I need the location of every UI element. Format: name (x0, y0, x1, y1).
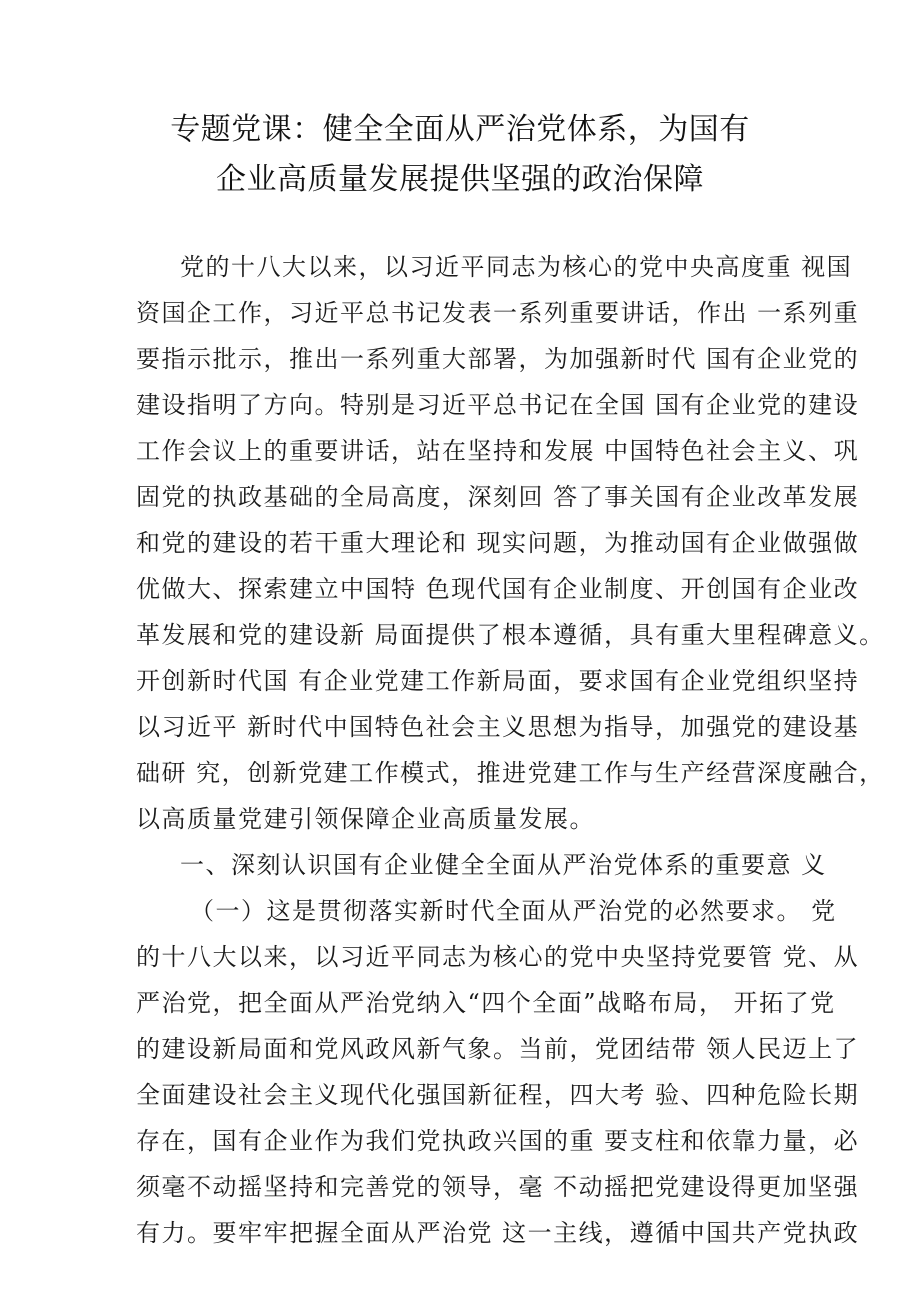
text-line: 须毫不动摇坚持和完善党的领导，毫 不动摇把党建设得更加坚强 (136, 1173, 860, 1201)
text-line: 建设指明了方向。特别是习近平总书记在全国 国有企业党的建设 (136, 391, 860, 419)
text-line: 以高质量党建引领保障企业高质量发展。 (136, 805, 595, 833)
text-line: 的建设新局面和党风政风新气象。当前，党团结带 领人民迈上了 (136, 1035, 860, 1063)
text-line: 开创新时代国 有企业党建工作新局面，要求国有企业党组织坚持 (136, 667, 860, 695)
title-line-1: 专题党课：健全全面从严治党体系，为国有 (170, 112, 750, 147)
text-line: 要指示批示，推出一系列重大部署，为加强新时代 国有企业党的 (136, 345, 860, 373)
text-line: 础研 究，创新党建工作模式，推进党建工作与生产经营深度融合， (136, 759, 885, 787)
section-heading: 一、深刻认识国有企业健全全面从严治党体系的重要意 义 (180, 851, 827, 879)
text-line: 存在，国有企业作为我们党执政兴国的重 要支柱和依靠力量，必 (136, 1127, 860, 1155)
text-line: 全面建设社会主义现代化强国新征程，四大考 验、四种危险长期 (136, 1081, 860, 1109)
text-line: 革发展和党的建设新 局面提供了根本遵循，具有重大里程碑意义。 (136, 621, 885, 649)
text-line: （一）这是贯彻落实新时代全面从严治党的必然要求。 党 (190, 897, 837, 925)
text-line: 有力。要牢牢把握全面从严治党 这一主线，遵循中国共产党执政 (136, 1219, 860, 1247)
text-line: 固党的执政基础的全局高度，深刻回 答了事关国有企业改革发展 (136, 483, 860, 511)
title-line-2: 企业高质量发展提供坚强的政治保障 (216, 162, 704, 197)
text-line: 严治党，把全面从严治党纳入“四个全面”战略布局， 开拓了党 (136, 989, 836, 1017)
text-line: 党的十八大以来，以习近平同志为核心的党中央高度重 视国 (180, 253, 853, 281)
text-line: 以习近平 新时代中国特色社会主义思想为指导，加强党的建设基 (136, 713, 860, 741)
text-line: 资国企工作，习近平总书记发表一系列重要讲话，作出 一系列重 (136, 299, 860, 327)
text-line: 和党的建设的若干重大理论和 现实问题，为推动国有企业做强做 (136, 529, 860, 557)
text-line: 的十八大以来，以习近平同志为核心的党中央坚持党要管 党、从 (136, 943, 860, 971)
text-line: 优做大、探索建立中国特 色现代国有企业制度、开创国有企业改 (136, 575, 860, 603)
text-line: 工作会议上的重要讲话，站在坚持和发展 中国特色社会主义、巩 (136, 437, 860, 465)
